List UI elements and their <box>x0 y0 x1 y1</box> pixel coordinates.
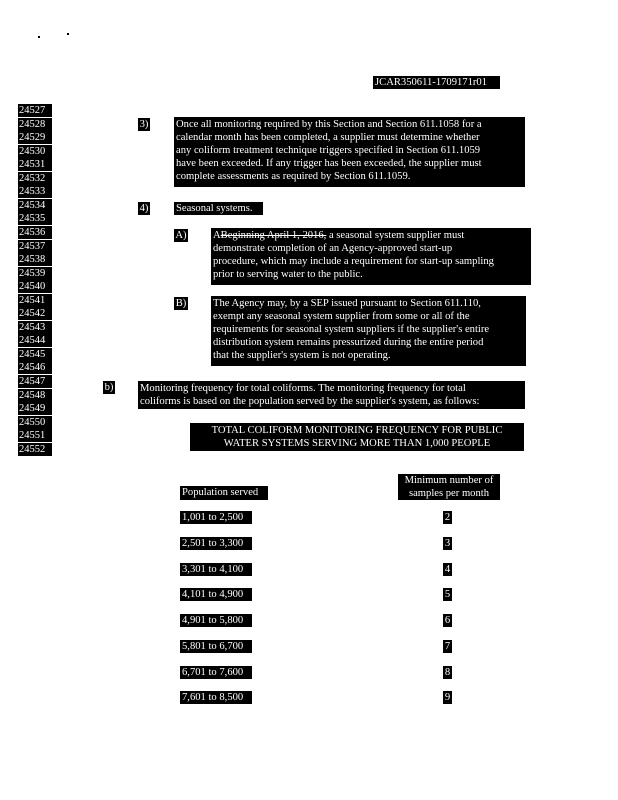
para-3-line: complete assessments as required by Section 611.1059. <box>176 171 411 182</box>
line-number: 24537 <box>18 240 52 253</box>
item-b-text <box>211 296 526 366</box>
table-title-line: WATER SYSTEMS SERVING MORE THAN 1,000 PEOPLE <box>223 438 491 449</box>
item-a-first-rest: a seasonal system supplier must <box>326 230 465 241</box>
table-cell-population: 4,101 to 4,900 <box>180 588 252 601</box>
line-number: 24528 <box>18 118 52 131</box>
para-b-text <box>138 381 525 409</box>
item-a-text <box>211 228 531 285</box>
line-number: 24544 <box>18 334 52 347</box>
para-b-marker: b) <box>104 382 114 393</box>
item-b-line: requirements for seasonal system suppliers if the supplier's entire <box>213 324 490 335</box>
line-number: 24548 <box>18 389 52 402</box>
table-cell-population: 4,901 to 5,800 <box>180 614 252 627</box>
table-header-samples <box>398 474 500 500</box>
document-id: JCAR350611-1709171r01 <box>373 76 500 89</box>
item-a-line: demonstrate completion of an Agency-approved start-up <box>213 243 453 254</box>
table-cell-samples: 4 <box>444 564 451 575</box>
para-3-line: any coliform treatment technique triggers specified in Section 611.1059 <box>176 145 481 156</box>
table-cell-samples: 5 <box>444 589 451 600</box>
para-4-marker: 4) <box>139 203 149 214</box>
table-header-population: Population served <box>180 486 268 500</box>
table-cell-population: 3,301 to 4,100 <box>180 563 252 576</box>
item-a-line: prior to serving water to the public. <box>213 269 363 280</box>
item-a-deleted-text: Beginning April 1, 2016, <box>220 230 327 241</box>
item-b-line: exempt any seasonal system supplier from some or all of the <box>213 311 470 322</box>
table-cell-samples: 7 <box>444 641 451 652</box>
line-number: 24543 <box>18 321 52 334</box>
line-number: 24541 <box>18 294 52 307</box>
para-b-line: Monitoring frequency for total coliforms. The monitoring frequency for total <box>140 383 466 394</box>
line-number: 24542 <box>18 307 52 320</box>
item-b-marker: B) <box>175 298 187 309</box>
line-number: 24552 <box>18 443 52 456</box>
line-number: 24529 <box>18 131 52 144</box>
line-number: 24534 <box>18 199 52 212</box>
line-number: 24530 <box>18 145 52 158</box>
table-cell-population: 1,001 to 2,500 <box>180 511 252 524</box>
item-a-first-line <box>213 229 531 242</box>
line-number: 24538 <box>18 253 52 266</box>
table-cell-samples: 6 <box>444 615 451 626</box>
table-cell-population: 5,801 to 6,700 <box>180 640 252 653</box>
line-number: 24546 <box>18 361 52 374</box>
table-title <box>190 423 524 451</box>
item-b-line: The Agency may, by a SEP issued pursuant to Section 611.110, <box>213 298 481 309</box>
line-number: 24547 <box>18 375 52 388</box>
para-3-line: have been exceeded. If any trigger has been exceeded, the supplier must <box>176 158 482 169</box>
item-a-inserted-text: A <box>213 230 221 241</box>
para-4-heading: Seasonal systems. <box>174 202 263 215</box>
scan-speck <box>38 36 40 38</box>
para-3-text <box>174 117 525 187</box>
line-number: 24535 <box>18 212 52 225</box>
line-number: 24549 <box>18 402 52 415</box>
table-cell-population: 2,501 to 3,300 <box>180 537 252 550</box>
para-3-line: Once all monitoring required by this Section and Section 611.1058 for a <box>176 119 482 130</box>
line-number: 24545 <box>18 348 52 361</box>
table-cell-population: 6,701 to 7,600 <box>180 666 252 679</box>
line-number: 24550 <box>18 416 52 429</box>
line-number: 24540 <box>18 280 52 293</box>
item-b-line: that the supplier's system is not operating. <box>213 350 391 361</box>
line-number: 24533 <box>18 185 52 198</box>
line-number: 24531 <box>18 158 52 171</box>
line-number: 24539 <box>18 267 52 280</box>
line-number: 24536 <box>18 226 52 239</box>
line-number: 24527 <box>18 104 52 117</box>
line-number: 24532 <box>18 172 52 185</box>
item-a-line: procedure, which may include a requirement for start-up sampling <box>213 256 494 267</box>
para-b-line: coliforms is based on the population served by the supplier's system, as follows: <box>140 396 480 407</box>
line-number: 24551 <box>18 429 52 442</box>
table-cell-population: 7,601 to 8,500 <box>180 691 252 704</box>
table-cell-samples: 3 <box>444 538 451 549</box>
item-a-marker: A) <box>175 230 187 241</box>
para-3-marker: 3) <box>139 119 149 130</box>
table-cell-samples: 8 <box>444 667 451 678</box>
para-3-line: calendar month has been completed, a supplier must determine whether <box>176 132 480 143</box>
item-b-line: distribution system remains pressurized during the entire period <box>213 337 484 348</box>
table-cell-samples: 9 <box>444 692 451 703</box>
scan-speck <box>67 33 69 35</box>
table-header-samples-line: samples per month <box>408 488 490 499</box>
table-title-line: TOTAL COLIFORM MONITORING FREQUENCY FOR PUBLIC <box>211 425 503 436</box>
table-header-samples-line: Minimum number of <box>404 475 494 486</box>
table-cell-samples: 2 <box>444 512 451 523</box>
